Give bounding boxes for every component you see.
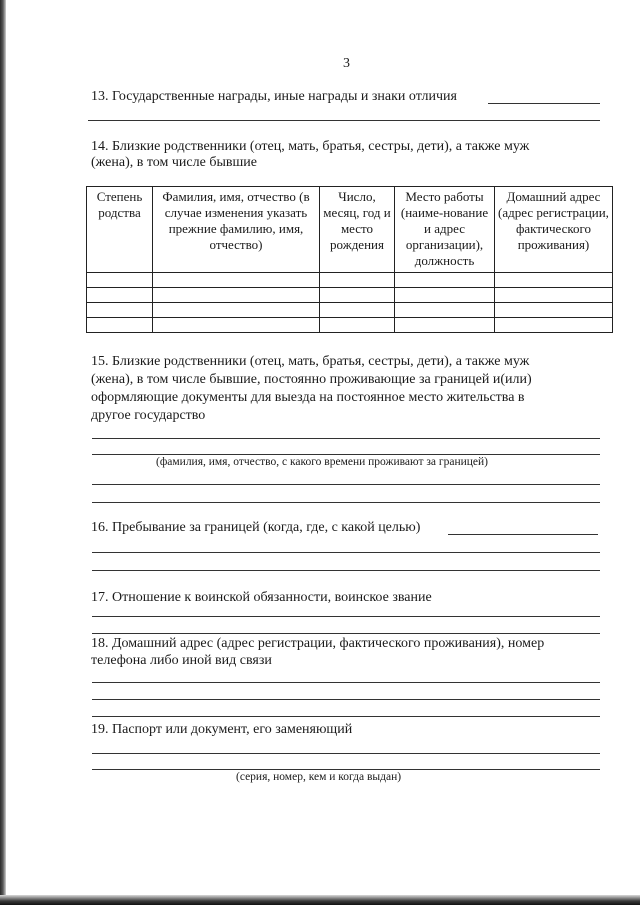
table-cell[interactable] bbox=[320, 318, 395, 333]
table-cell[interactable] bbox=[395, 318, 495, 333]
section-18-line-1: 18. Домашний адрес (адрес регистрации, фактического проживания), номер bbox=[91, 636, 545, 651]
section-16-answer-line[interactable] bbox=[448, 534, 598, 535]
section-14-line-1: 14. Близкие родственники (отец, мать, братья, сестры, дети), а также муж bbox=[91, 139, 530, 154]
section-17-label: 17. Отношение к воинской обязанности, воинское звание bbox=[91, 590, 432, 605]
section-18-line-2: телефона либо иной вид связи bbox=[91, 653, 272, 668]
section-15-answer-line[interactable] bbox=[92, 438, 600, 439]
col-header-kinship: Степень родства bbox=[87, 187, 153, 273]
section-15-answer-line[interactable] bbox=[92, 484, 600, 485]
table-cell[interactable] bbox=[495, 288, 613, 303]
page-number: 3 bbox=[343, 56, 350, 71]
relatives-table-header bbox=[87, 187, 613, 273]
section-15-line-3: оформляющие документы для выезда на постоянное место жительства в bbox=[91, 390, 525, 405]
table-cell[interactable] bbox=[153, 318, 320, 333]
section-18-answer-line[interactable] bbox=[92, 699, 600, 700]
table-row bbox=[87, 303, 613, 318]
section-19-label: 19. Паспорт или документ, его заменяющий bbox=[91, 722, 353, 737]
table-cell[interactable] bbox=[395, 288, 495, 303]
table-cell[interactable] bbox=[87, 318, 153, 333]
table-cell[interactable] bbox=[495, 303, 613, 318]
table-cell[interactable] bbox=[395, 303, 495, 318]
section-19-answer-line[interactable] bbox=[92, 769, 600, 770]
table-cell[interactable] bbox=[320, 303, 395, 318]
table-cell[interactable] bbox=[395, 273, 495, 288]
section-19-caption: (серия, номер, кем и когда выдан) bbox=[236, 771, 402, 783]
table-row bbox=[87, 273, 613, 288]
table-cell[interactable] bbox=[495, 273, 613, 288]
table-row bbox=[87, 288, 613, 303]
section-15-line-1: 15. Близкие родственники (отец, мать, братья, сестры, дети), а также муж bbox=[91, 354, 530, 369]
section-15-answer-line[interactable] bbox=[92, 502, 600, 503]
table-cell[interactable] bbox=[153, 303, 320, 318]
section-13-answer-line-2[interactable] bbox=[88, 120, 600, 121]
col-header-full-name: Фамилия, имя, отчество (в случае изменения указать прежние фамилию, имя, отчество) bbox=[153, 187, 320, 273]
table-cell[interactable] bbox=[87, 303, 153, 318]
col-header-workplace: Место работы (наиме-нование и адрес организации), должность bbox=[395, 187, 495, 273]
section-17-answer-line[interactable] bbox=[92, 616, 600, 617]
section-15-caption: (фамилия, имя, отчество, с какого времени проживают за границей) bbox=[156, 456, 488, 468]
table-cell[interactable] bbox=[495, 318, 613, 333]
section-16-answer-line[interactable] bbox=[92, 552, 600, 553]
section-16-label: 16. Пребывание за границей (когда, где, с какой целью) bbox=[91, 520, 421, 535]
section-13-answer-line[interactable] bbox=[488, 103, 600, 104]
scan-edge-bottom bbox=[0, 895, 640, 905]
table-row bbox=[87, 318, 613, 333]
table-cell[interactable] bbox=[153, 288, 320, 303]
section-19-answer-line[interactable] bbox=[92, 753, 600, 754]
section-15-line-4: другое государство bbox=[91, 408, 206, 423]
table-cell[interactable] bbox=[87, 288, 153, 303]
relatives-table bbox=[86, 186, 613, 333]
section-18-answer-line[interactable] bbox=[92, 682, 600, 683]
col-header-birth: Число, месяц, год и место рождения bbox=[320, 187, 395, 273]
section-14-line-2: (жена), в том числе бывшие bbox=[91, 155, 257, 170]
table-cell[interactable] bbox=[153, 273, 320, 288]
section-13-label: 13. Государственные награды, иные награды и знаки отличия bbox=[91, 89, 457, 104]
section-17-answer-line[interactable] bbox=[92, 633, 600, 634]
col-header-home-address: Домашний адрес (адрес регистрации, фактического проживания) bbox=[495, 187, 613, 273]
table-cell[interactable] bbox=[320, 288, 395, 303]
table-cell[interactable] bbox=[320, 273, 395, 288]
section-18-answer-line[interactable] bbox=[92, 716, 600, 717]
section-15-line-2: (жена), в том числе бывшие, постоянно проживающие за границей и(или) bbox=[91, 372, 532, 387]
section-16-answer-line[interactable] bbox=[92, 570, 600, 571]
table-cell[interactable] bbox=[87, 273, 153, 288]
scan-edge-left bbox=[0, 0, 6, 905]
section-15-answer-line[interactable] bbox=[92, 454, 600, 455]
